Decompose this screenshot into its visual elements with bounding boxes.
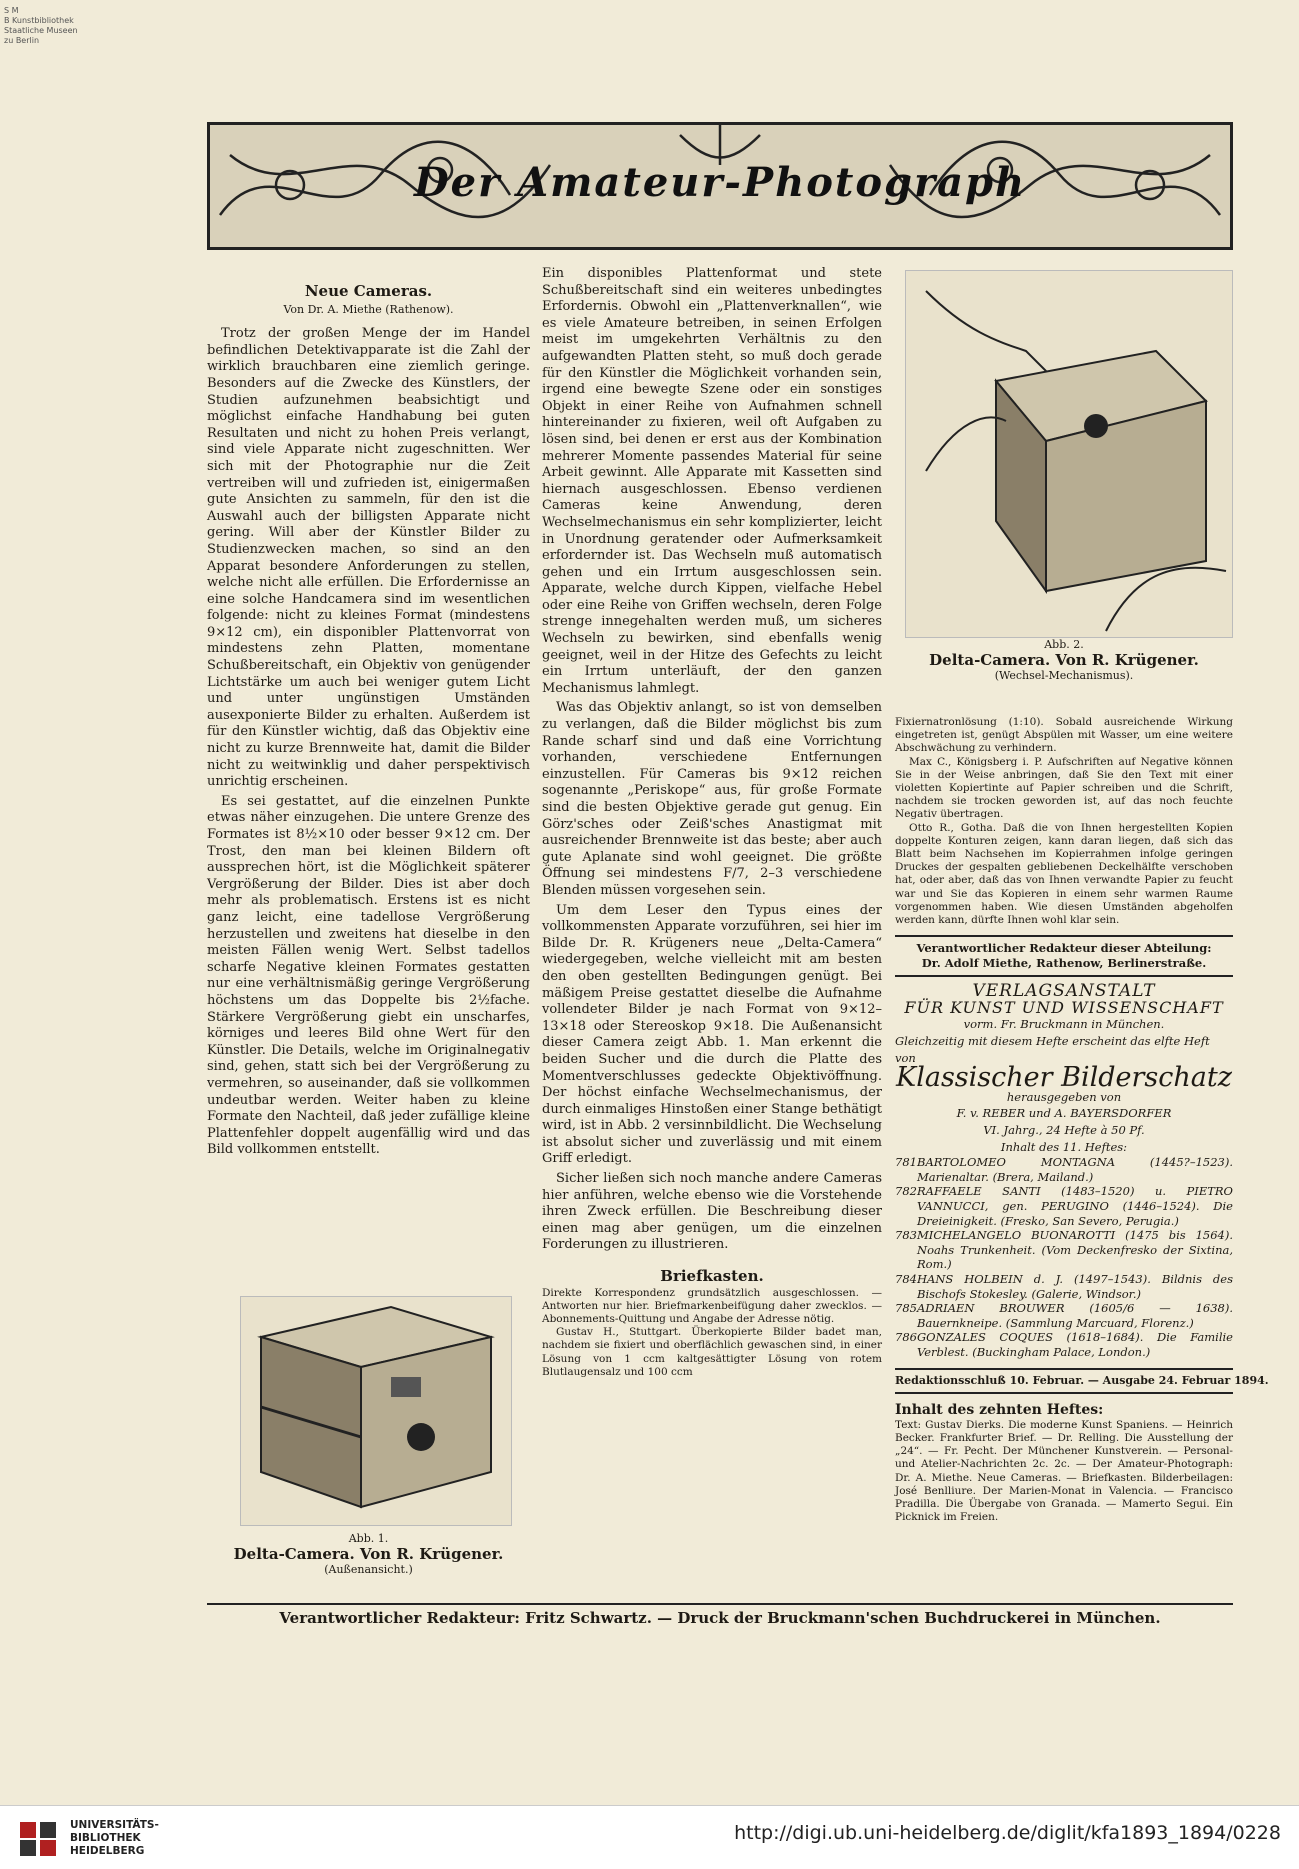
article-title: Neue Cameras. [304, 282, 433, 300]
stamp-line: Staatliche Museen [4, 26, 78, 35]
list-item: 784 HANS HOLBEIN d. J. (1497–1543). Bildnis des Bischofs Stokesley. (Galerie, Windsor.) [895, 1271, 1233, 1301]
figure1-title: Delta-Camera. Von R. Krügener. [233, 1545, 504, 1563]
advert-line: vorm. Fr. Bruckmann in München. [963, 1017, 1165, 1032]
footer-divider [207, 1603, 1233, 1605]
briefkasten-entry: Gustav H., Stuttgart. Überkopierte Bilder badet man, nachdem sie fixiert und oberflächlich gewaschen sind, in einer Lösung von 1 ccm kaltgesättigter Lösung von rotem Blutlaugensalz und 100 ccm [542, 1326, 882, 1378]
advert-title: Klassischer Bilderschatz [896, 1062, 1232, 1094]
figure2-number: Abb. 2. [1044, 638, 1084, 651]
stamp-line: zu Berlin [4, 36, 40, 45]
column-middle [542, 266, 882, 1379]
masthead-title: Der Amateur-Photograph [413, 159, 1027, 206]
advert-line: FÜR KUNST UND WISSENSCHAFT [904, 997, 1224, 1017]
redaktion-dates: Redaktionsschluß 10. Februar. — Ausgabe 24. Februar 1894. [895, 1368, 1233, 1395]
publisher-advert [895, 983, 1233, 1155]
issue-contents-text: Text: Gustav Dierks. Die moderne Kunst Spaniens. — Heinrich Becker. Frankfurter Brief. — Dr. Relling. Die Ausstellung der „24“. — Fr. Pecht. Der Münchener Kunstverein. — Personal- und Atelier-Nachrichten 2c. 2c. — Der Amateur-Photograph: Dr. A. Miethe. Neue Cameras. — Briefkasten. Bilderbeilagen: José Benlliure. Der Marien-Monat in Valencia. — Francisco Pradilla. Die Übergabe von Granada. — Mamerto Segui. Ein Picknick im Freien. [895, 1418, 1233, 1524]
briefkasten-notice: Direkte Korrespondenz grundsätzlich ausgeschlossen. — Antworten nur hier. Briefmarkenbeifügung daher zwecklos. — Abonnements-Quittung und Angabe der Adresse nötig. [542, 1286, 882, 1326]
paragraph: Trotz der großen Menge der im Handel befindlichen Detektivapparate ist die Zahl der wirklich brauchbaren eine ziemlich geringe. Besonders auf die Zwecke des Künstlers, der Studien aufzunehmen beabsichtigt und möglichst einfache Handhabung bei guten Resultaten und nicht zu hohen Preis verlangt, sind viele Apparate nicht zugeschnitten. Wer sich mit der Photographie nur die Zeit vertreiben will und zufrieden ist, einigermaßen gute Ansichten zu sammeln, für den ist die Auswahl auch der billigsten Apparate nicht gering. Will aber der Künstler Bilder zu Studienzwecken machen, so sind an den Apparat besondere Anforderungen zu stellen, welche nicht alle erfüllen. Die Erfordernisse an eine solche Handcamera sind im wesentlichen folgende: nicht zu kleines Format (mindestens 9×12 cm), ein disponibler Plattenvorrat von mindestens zehn Platten, momentane Schußbereitschaft, ein Objektiv von genügender Lichtstärke um auch bei weniger gutem Licht und unter ungünstigen Umständen ausexponierte Bilder zu erhalten. Außerdem ist für den Künstler wichtig, daß das Objektiv eine nicht zu kurze Brennweite hat, damit die Bilder nicht zu weitwinklig und daher perspektivisch unrichtig erscheinen. [207, 326, 530, 790]
university-logo-icon[interactable] [20, 1822, 56, 1856]
list-item: 786 GONZALES COQUES (1618–1684). Die Familie Verblest. (Buckingham Palace, London.) [895, 1330, 1233, 1359]
university-logo-text[interactable]: UNIVERSITÄTS- BIBLIOTHEK HEIDELBERG [70, 1819, 159, 1857]
library-stamp [4, 6, 78, 46]
responsible-label: Verantwortlicher Redakteur dieser Abteilung: [916, 941, 1212, 956]
paragraph: Um dem Leser den Typus eines der vollkommensten Apparate vorzuführen, sei hier im Bilde Dr. R. Krügeners neue „Delta-Camera“ wiedergegeben, welche vielleicht mit am besten den oben gestellten Bedingungen genügt. Bei mäßigem Preise gestattet dieselbe die Aufnahme vollendeter Bilder je nach Format von 9×12–13×18 oder Stereoskop 9×18. Die Außenansicht dieser Camera zeigt Abb. 1. Man erkennt die beiden Sucher und die durch die Platte des Momentverschlusses gedeckte Objektivöffnung. Der höchst einfache Wechselmechanismus, der durch einmaliges Hinstoßen einer Stange bethätigt wird, ist in Abb. 2 versinnbildlicht. Die Wechselung ist absolut sicher und zuverlässig und mit einem Griff erledigt. [542, 902, 882, 1167]
hands-camera-icon [906, 271, 1232, 637]
letter: Max C., Königsberg i. P. Aufschriften auf Negative können Sie in der Weise anbringen, daß Sie den Text mit einer violetten Kopiertinte auf Papier schreiben und die Schrift, nachdem sie trocken geworden ist, auf das noch feuchte Negativ übertragen. [895, 755, 1233, 821]
issue-contents-head: Inhalt des zehnten Heftes: [895, 1402, 1104, 1419]
figure1-subtitle: (Außenansicht.) [324, 1563, 413, 1576]
stamp-line: S M [4, 6, 19, 15]
masthead-banner [207, 122, 1233, 250]
letter: Otto R., Gotha. Daß die von Ihnen hergestellten Kopien doppelte Konturen zeigen, kann daran liegen, daß sich das Blatt beim Nachsehen im Kopierrahmen infolge geringen Druckes der gespalten gebliebenen Deckelhälfte verschoben hat, oder aber, daß das von Ihnen verwandte Papier zu feucht war und Sie das Kopieren in einem sehr warmen Raume vorgenommen haben. Wie diesen Umständen abgeholfen werden kann, dürfte Ihnen wohl klar sein. [895, 821, 1233, 927]
list-item: 783 MICHELANGELO BUONAROTTI (1475 bis 1564). Noahs Trunkenheit. (Vom Deckenfresko der Sixtina, Rom.) [895, 1228, 1233, 1272]
advert-line: Gleichzeitig mit diesem Hefte erscheint das elfte Heft von [895, 1034, 1210, 1065]
article-byline: Von Dr. A. Miethe (Rathenow). [283, 302, 454, 316]
list-item: 785 ADRIAEN BROUWER (1605/6 — 1638). Bauernkneipe. (Sammlung Marcuard, Florenz.) [895, 1301, 1233, 1330]
column-left [207, 283, 530, 1162]
permalink-url[interactable]: http://digi.ub.uni-heidelberg.de/diglit/kfa1893_1894/0228 [734, 1822, 1281, 1844]
figure1-number: Abb. 1. [348, 1532, 389, 1545]
figure2-title: Delta-Camera. Von R. Krügener. [929, 651, 1199, 669]
advert-line: herausgegeben von [1006, 1089, 1122, 1104]
advert-line: VERLAGSANSTALT [972, 981, 1156, 1002]
paragraph: Was das Objektiv anlangt, so ist von demselben zu verlangen, daß die Bilder möglichst bis zum Rande scharf sind und daß eine Vorrichtung vorhanden, verschiedene Entfernungen einzustellen. Für Cameras bis 9×12 reichen sogenannte „Periskope“ aus, für große Formate sind die besten Objektive gerade gut genug. Ein Görz'sches oder Zeiß'sches Anastigmat mit ausreichender Brennweite ist das beste; aber auch gute Aplanate sind wohl geeignet. Die größte Öffnung sei mindestens F/7, 2–3 verschiedene Blenden müssen vorgesehen sein. [542, 700, 882, 898]
viewer-bar [0, 1805, 1299, 1869]
responsible-editor-box [895, 935, 1233, 977]
camera-illustration-exterior [240, 1296, 512, 1526]
list-item: 781 BARTOLOMEO MONTAGNA (1445?–1523). Marienaltar. (Brera, Mailand.) [895, 1155, 1233, 1184]
list-item: 782 RAFFAELE SANTI (1483–1520) u. PIETRO VANNUCCI, gen. PERUGINO (1446–1524). Die Dreieinigkeit. (Fresko, San Severo, Perugia.) [895, 1184, 1233, 1228]
responsible-name: Dr. Adolf Miethe, Rathenow, Berlinerstraße. [921, 956, 1207, 971]
figure2-caption [895, 638, 1233, 682]
briefkasten-title: Briefkasten. [660, 1267, 764, 1286]
column-right [895, 716, 1269, 1524]
paragraph: Ein disponibles Plattenformat und stete Schußbereitschaft sind ein weiteres unbedingtes Erfordernis. Obwohl ein „Plattenverknallen“, wie es viele Amateure betreiben, in seinen Erfolgen meist im umgekehrten Verhältnis zu den aufgewandten Platten steht, so muß doch gerade für den Künstler die Möglichkeit vorhanden sein, irgend eine bewegte Szene oder ein sonstiges Objekt in einer Reihe von Aufnahmen schnell hintereinander zu fixieren, weil oft Aufgaben zu lösen sind, bei denen er erst aus der Kombination mehrerer Momente passendes Material für seine Arbeit gewinnt. Alle Apparate mit Kassetten sind hiernach ausgeschlossen. Ebenso verdienen Cameras keine Anwendung, deren Wechselmechanismus ein sehr komplizierter, leicht in Unordnung geratender oder Aufmerksamkeit erfordernder ist. Das Wechseln muß automatisch gehen und ein Irrtum ausgeschlossen sein. Apparate, welche durch Kippen, vielfache Hebel oder eine Reihe von Griffen wechseln, deren Folge strenge innegehalten werden muß, um sicheres Wechseln zu bewirken, sind ebenfalls wenig geeignet, weil in der Hitze des Gefechts zu leicht ein Irrtum unterläuft, der den ganzen Mechanismus lahmlegt. [542, 266, 882, 696]
stamp-line: B Kunstbibliothek [4, 16, 74, 25]
page-footer: Verantwortlicher Redakteur: Fritz Schwartz. — Druck der Bruckmann'schen Buchdruckerei in München. [279, 1609, 1161, 1627]
figure2-subtitle: (Wechsel-Mechanismus). [994, 669, 1134, 682]
camera-icon [241, 1297, 511, 1525]
advert-contents-list [895, 1155, 1233, 1359]
advert-contents-head: Inhalt des 11. Heftes: [1000, 1139, 1128, 1154]
figure1-caption [207, 1532, 530, 1576]
advert-editors: F. v. REBER und A. BAYERSDORFER [956, 1106, 1172, 1121]
paragraph: Sicher ließen sich noch manche andere Cameras hier anführen, welche ebenso wie die Vorstehende ihren Zweck erfüllen. Die Beschreibung dieser einen mag aber genügen, um die einzelnen Forderungen zu illustrieren. [542, 1171, 882, 1253]
letter-continued: Fixiernatronlösung (1:10). Sobald ausreichende Wirkung eingetreten ist, genügt Abspülen mit Wasser, um eine weitere Abschwächung zu verhindern. [895, 716, 1233, 755]
advert-year: VI. Jahrg., 24 Hefte à 50 Pf. [983, 1123, 1145, 1137]
camera-illustration-mechanism [905, 270, 1233, 638]
paragraph: Es sei gestattet, auf die einzelnen Punkte etwas näher einzugehen. Die untere Grenze des Formates ist 8½×10 oder besser 9×12 cm. Der Trost, den man bei kleinen Bildern oft aussprechen hört, ist die Möglichkeit späterer Vergrößerung der Bilder. Dies ist aber doch mehr als problematisch. Erstens ist es nicht ganz leicht, eine tadellose Vergrößerung herzustellen und zweitens hat dieselbe in den meisten Fällen wenig Wert. Selbst tadellos scharfe Negative kleinen Formates gestatten nur eine verhältnismäßig geringe Vergrößerung höchstens um das Doppelte bis 2½fache. Stärkere Vergrößerung giebt ein unscharfes, körniges und leeres Bild ohne Wert für den Künstler. Die Details, welche im Originalnegativ sind, gehen, statt sich bei der Vergrößerung zu vermehren, so auseinander, daß sie vollkommen undeutbar werden. Weiter haben zu kleine Formate den Nachteil, daß jeder zufällige kleine Plattenfehler doppelt augenfällig wird und das Bild vollkommen entstellt. [207, 793, 530, 1158]
